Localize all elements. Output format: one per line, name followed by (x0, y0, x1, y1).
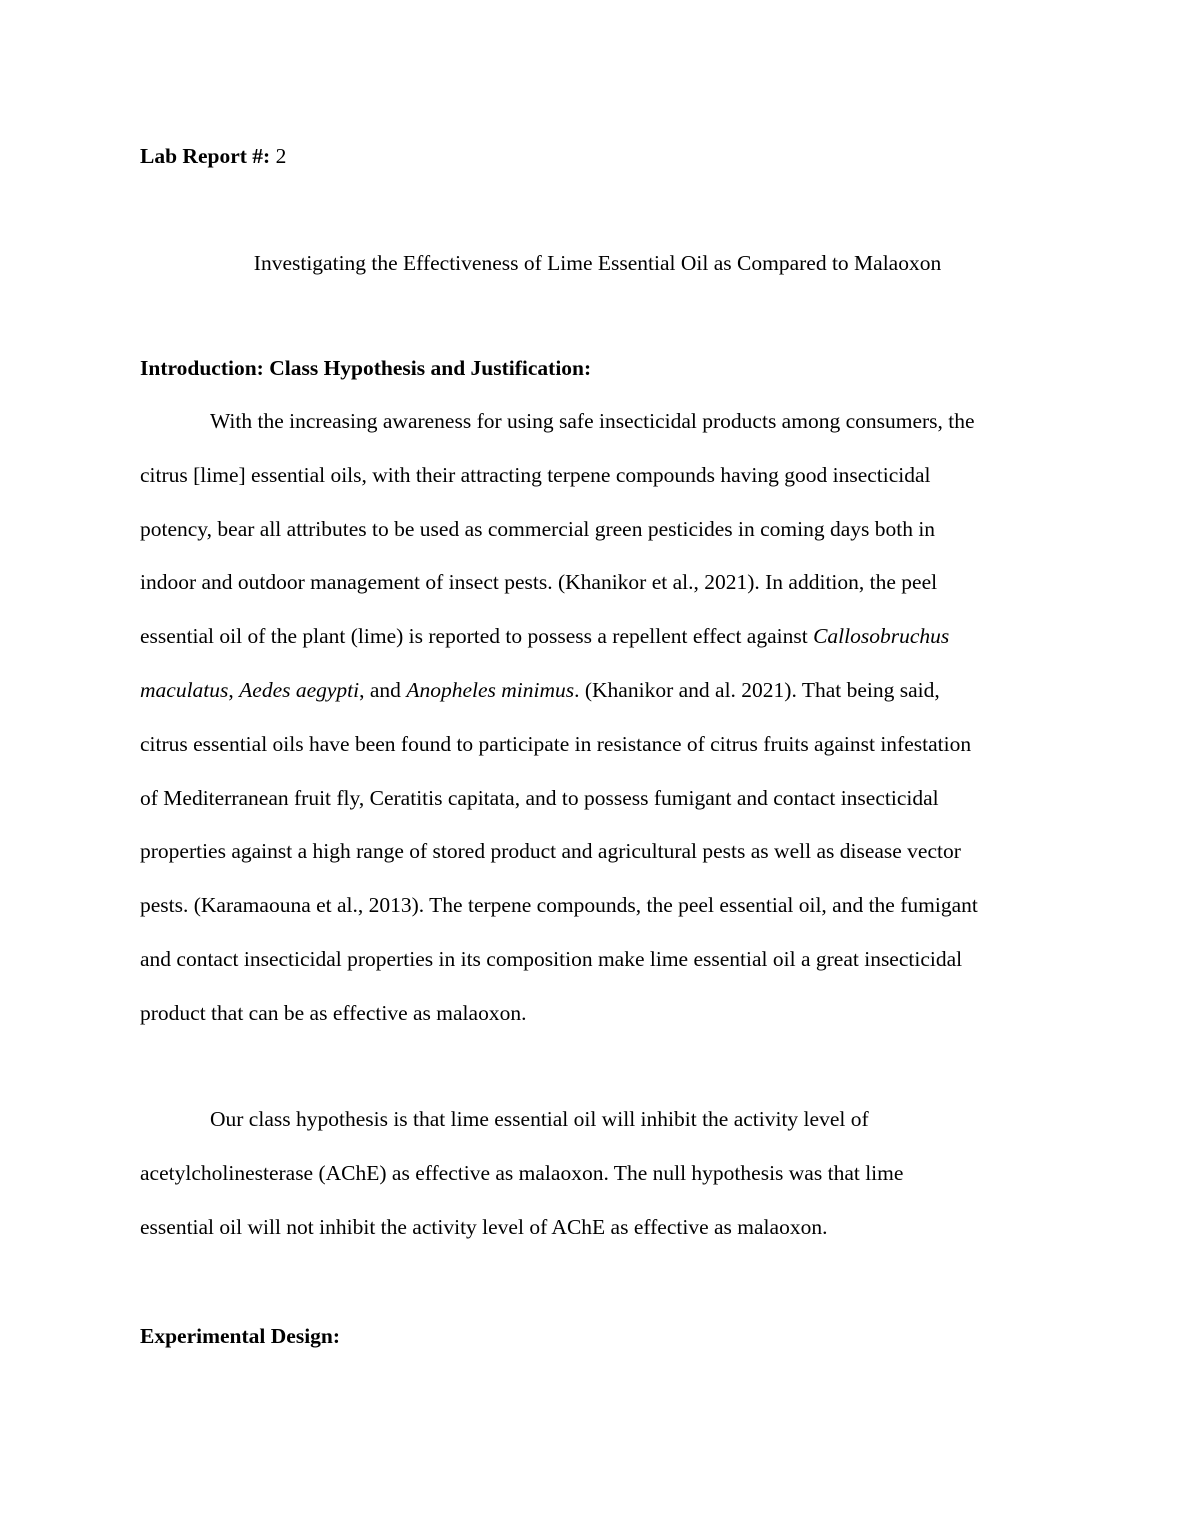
intro-line-11: and contact insecticidal properties in its composition make lime essential oil a great insecticidal (140, 946, 963, 971)
hypothesis-line-1: Our class hypothesis is that lime essential oil will inhibit the activity level of (210, 1107, 869, 1131)
intro-line-2: citrus [lime] essential oils, with their attracting terpene compounds having good insecticidal (140, 462, 931, 487)
intro-line-9: properties against a high range of stored product and agricultural pests as well as disease vector (140, 839, 961, 864)
intro-line-6-sep1: , (228, 677, 240, 702)
intro-line-3: potency, bear all attributes to be used as commercial green pesticides in coming days both in (140, 516, 936, 541)
report-number: 2 (275, 144, 287, 168)
intro-line-5 (140, 610, 1055, 664)
species-anopheles-minimus: Anopheles minimus (406, 677, 575, 702)
intro-line-10: pests. (Karamaouna et al., 2013). The terpene compounds, the peel essential oil, and the fumigant (140, 893, 978, 918)
intro-line-12: product that can be as effective as malaoxon. (140, 1000, 527, 1025)
intro-line-6-sep2: , and (359, 677, 407, 702)
species-callosobruchus: Callosobruchus (813, 624, 950, 649)
intro-line-7: citrus essential oils have been found to participate in resistance of citrus fruits against infestation (140, 731, 972, 756)
species-maculatus: maculatus (140, 677, 229, 702)
hypothesis-line-2: acetylcholinesterase (AChE) as effective as malaoxon. The null hypothesis was that lime (140, 1160, 904, 1185)
intro-line-6 (140, 664, 1055, 718)
report-label: Lab Report #: (140, 144, 271, 168)
intro-line-8: of Mediterranean fruit fly, Ceratitis capitata, and to possess fumigant and contact insecticidal (140, 785, 939, 810)
intro-line-5-text: essential oil of the plant (lime) is reported to possess a repellent effect against (140, 624, 814, 649)
species-aedes-aegypti: Aedes aegypti (239, 677, 360, 702)
intro-paragraph (140, 395, 1055, 1041)
intro-line-1: With the increasing awareness for using safe insecticidal products among consumers, the (210, 409, 975, 433)
intro-heading: Introduction: Class Hypothesis and Justification: (140, 356, 592, 380)
intro-line-4: indoor and outdoor management of insect pests. (Khanikor et al., 2021). In addition, the peel (140, 570, 938, 595)
intro-line-6-rest: . (Khanikor and al. 2021). That being said, (574, 677, 940, 702)
document-title: Investigating the Effectiveness of Lime Essential Oil as Compared to Malaoxon (253, 251, 942, 275)
hypothesis-paragraph (140, 1093, 1055, 1254)
experimental-design-heading: Experimental Design: (140, 1324, 341, 1348)
hypothesis-line-3: essential oil will not inhibit the activity level of AChE as effective as malaoxon. (140, 1214, 828, 1239)
report-number-line (140, 129, 1055, 183)
